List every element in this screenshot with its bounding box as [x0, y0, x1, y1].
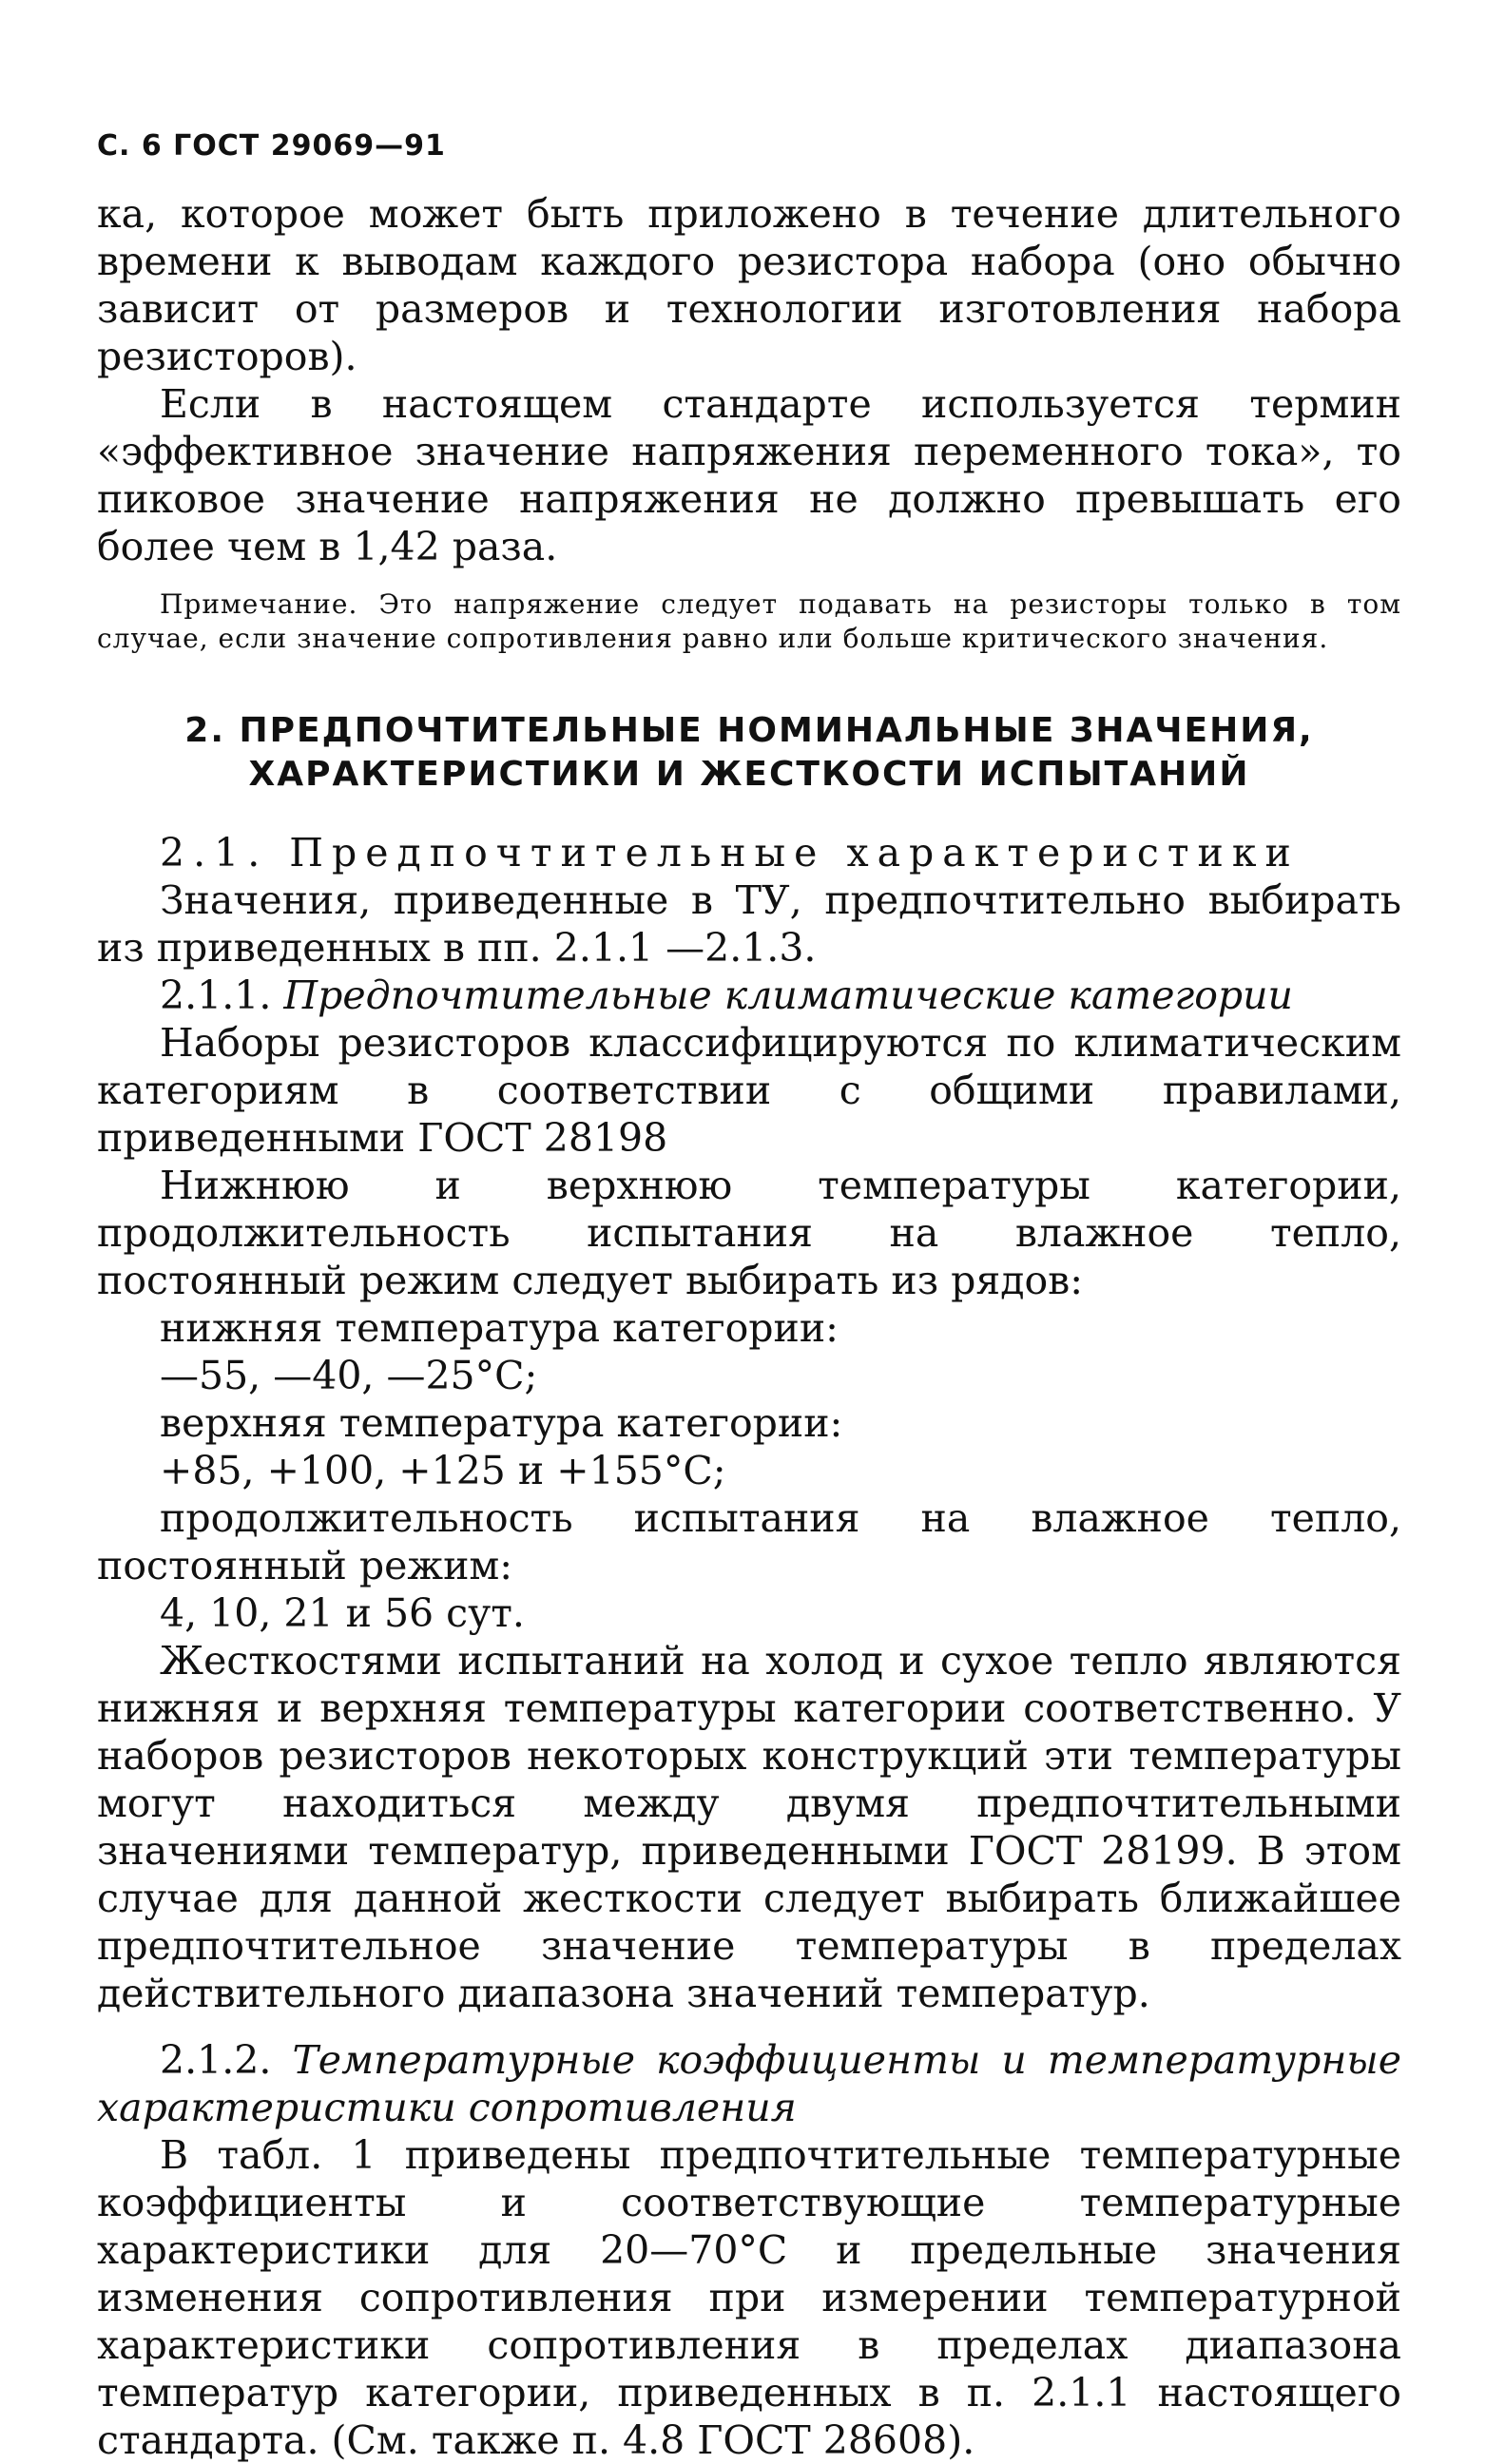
section-2-title-line-1: 2. ПРЕДПОЧТИТЕЛЬНЫЕ НОМИНАЛЬНЫЕ ЗНАЧЕНИЯ, — [184, 711, 1314, 750]
clause-2-1-1-heading — [97, 972, 1401, 1019]
clause-2-1-1-number: 2.1.1. — [160, 972, 272, 1018]
lower-temperature-label: нижняя температура категории: — [160, 1305, 839, 1351]
clause-2-1-1-text-3: Жесткостями испытаний на холод и сухое тепло являются нижняя и верхняя температуры категории соответственно. У наборов резисторов некоторых конструкций эти температуры могут находиться между двумя предпочтительными значениями температур, приведенными ГОСТ 28199. В этом случае для данной жесткости следует выбирать ближайшее предпочтительное значение температуры в пределах действительного диапазона значений температур. — [97, 1638, 1401, 2016]
duration-label: продолжительность испытания на влажное тепло, постоянный режим: — [97, 1495, 1401, 1588]
clause-2-1-1-title: Предпочтительные климатические категории — [283, 972, 1293, 1018]
clause-2-1-heading: 2.1. Предпочтительные характеристики — [160, 830, 1300, 876]
page-header: С. 6 ГОСТ 29069—91 — [97, 129, 446, 163]
clause-2-1-text: Значения, приведенные в ТУ, предпочтительно выбирать из приведенных в пп. 2.1.1 —2.1.3. — [97, 877, 1401, 971]
clause-2-1-2-title: Температурные коэффициенты и температурные характеристики сопротивления — [97, 2037, 1401, 2130]
duration-values: 4, 10, 21 и 56 сут. — [160, 1590, 525, 1636]
clause-2-1-1-text-1: Наборы резисторов классифицируются по климатическим категориям в соответствии с общими правилами, приведенными ГОСТ 28198 — [97, 1020, 1401, 1161]
clause-2-1-1-text-2: Нижнюю и верхнюю температуры категории, продолжительность испытания на влажное тепло, постоянный режим следует выбирать из рядов: — [97, 1163, 1401, 1303]
clause-2-1-2-heading — [97, 2036, 1401, 2131]
document-body — [97, 190, 1401, 2464]
paragraph-rms-voltage: Если в настоящем стандарте используется термин «эффективное значение напряжения переменного тока», то пиковое значение напряжения не должно превышать его более чем в 1,42 раза. — [97, 381, 1401, 569]
upper-temperature-label: верхняя температура категории: — [160, 1400, 843, 1446]
lower-temperature-values: —55, —40, —25°С; — [160, 1353, 538, 1398]
note: Примечание. Это напряжение следует подавать на резисторы только в том случае, если значение сопротивления равно или больше критического значения. — [97, 588, 1401, 654]
section-2-title — [97, 709, 1401, 797]
upper-temperature-values: +85, +100, +125 и +155°С; — [160, 1448, 726, 1493]
clause-2-1-2-text: В табл. 1 приведены предпочтительные температурные коэффициенты и соответствующие температурные характеристики для 20—70°С и предельные значения изменения сопротивления при измерении температурной характеристики сопротивления в пределах диапазона температур категории, приведенных в п. 2.1.1 настоящего стандарта. (См. также п. 4.8 ГОСТ 28608). — [97, 2132, 1401, 2463]
clause-2-1-2-number: 2.1.2. — [160, 2037, 272, 2083]
paragraph-continuation: ка, которое может быть приложено в течение длительного времени к выводам каждого резистора набора (оно обычно зависит от размеров и технологии изготовления набора резисторов). — [97, 191, 1401, 379]
section-2-title-line-2: ХАРАКТЕРИСТИКИ И ЖЕСТКОСТИ ИСПЫТАНИЙ — [248, 755, 1250, 794]
